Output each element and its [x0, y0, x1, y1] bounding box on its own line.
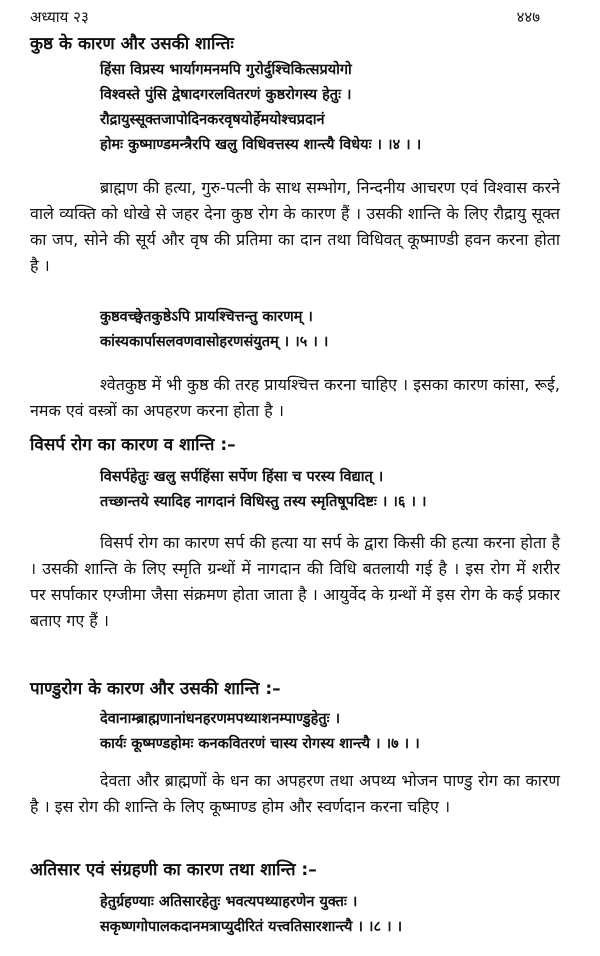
verse-7 — [100, 707, 560, 757]
chapter-label: अध्याय २३ — [30, 8, 89, 26]
verse-line: कांस्यकार्पासलवणवासोहरणसंयुतम् । ।५ । । — [100, 334, 329, 350]
section-heading-atisara: अतिसार एवं संग्रहणी का कारण तथा शान्ति :– — [30, 860, 317, 880]
section-heading-visarpa: विसर्प रोग का कारण व शान्ति :– — [30, 435, 236, 455]
paragraph-shvetakushtha: श्वेतकुष्ठ में भी कुष्ठ की तरह प्रायश्चित्त करना चाहिए । इसका कारण कांसा, रूई, नमक एवं वस्त्रों का अपहरण करना होता है । — [30, 375, 560, 420]
verse-line: हेतुर्ग्रहण्याः अतिसारहेतुः भवत्यपथ्याहरणेन युक्तः । — [100, 894, 358, 910]
verse-line: होमः कुष्माण्डमन्त्रैरपि खलु विधिवत्तस्य शान्त्यै विधेयः । ।४ । । — [100, 137, 422, 153]
verse-line: विश्वस्ते पुंसि द्वेषादगरलवितरणं कुष्ठरोगस्य हेतुः । — [100, 87, 352, 103]
paragraph-kushtha: ब्राह्मण की हत्या, गुरु-पत्नी के साथ सम्भोग, निन्दनीय आचरण एवं विश्वास करने वाले व्यक्ति को धोखे से जहर देना कुष्ठ रोग के कारण हैं । उसकी शान्ति के लिए रौद्रायु सूक्त का जप, सोने की सूर्य और वृष की प्रतिमा का दान तथा विधिवत् कूष्माण्डी हवन करना होता है । — [30, 178, 560, 275]
verse-line: सकृष्णगोपालकदानमत्राप्युदीरितं यत्त्वतिसारशान्त्यै । ।८ । । — [100, 919, 403, 935]
paragraph-visarpa: विसर्प रोग का कारण सर्प की हत्या या सर्प के द्वारा किसी की हत्या करना होता है । उसकी शान्ति के लिए स्मृति ग्रन्थों में नागदान की विधि बतलायी गई है । इस रोग में शरीर पर सर्पाकार एग्जीमा जैसा संक्रमण होता जाता है । आयुर्वेद के ग्रन्थों में इस रोग के कई प्रकार बताए गए हैं । — [30, 533, 560, 630]
verse-4 — [100, 58, 560, 158]
verse-line: तच्छान्तये स्यादिह नागदानं विधिस्तु तस्य स्मृतिषूपदिष्टः । ।६ । । — [100, 494, 427, 510]
section-heading-pandu: पाण्डुरोग के कारण और उसकी शान्ति :– — [30, 679, 281, 699]
page-number: ४४७ — [516, 8, 540, 26]
verse-line: देवानाम्ब्राह्मणानांधनहरणमपथ्याशनम्पाण्डुहेतुः । — [100, 711, 341, 727]
verse-line: कार्यः कूष्मण्डहोमः कनकवितरणं चास्य रोगस्य शान्त्यै । ।७ । । — [100, 736, 420, 752]
verse-line: कुष्ठवच्छ्वेतकुष्ठेऽपि प्रायश्चित्तन्तु कारणम् । — [100, 309, 313, 325]
verse-6 — [100, 465, 560, 515]
verse-line: विसर्पहेतुः खलु सर्पहिंसा सर्पेण हिंसा च परस्य विद्यात् । — [100, 469, 384, 485]
verse-line: रौद्रायुस्सूक्तजापोदिनकरवृषयोर्हेमयोश्चप्रदानं — [100, 112, 325, 128]
section-heading-kushtha: कुष्ठ के कारण और उसकी शान्तिः — [30, 34, 234, 54]
page-header — [30, 6, 540, 28]
verse-line: हिंसा विप्रस्य भार्यागमनमपि गुरोर्दुश्चिकित्सप्रयोगो — [100, 62, 352, 78]
verse-8 — [100, 890, 560, 940]
verse-5 — [100, 305, 560, 355]
paragraph-pandu: देवता और ब्राह्मणों के धन का अपहरण तथा अपथ्य भोजन पाण्डु रोग का कारण है । इस रोग की शान्ति के लिए कूष्माण्ड होम और स्वर्णदान करना चहिए । — [30, 771, 560, 816]
